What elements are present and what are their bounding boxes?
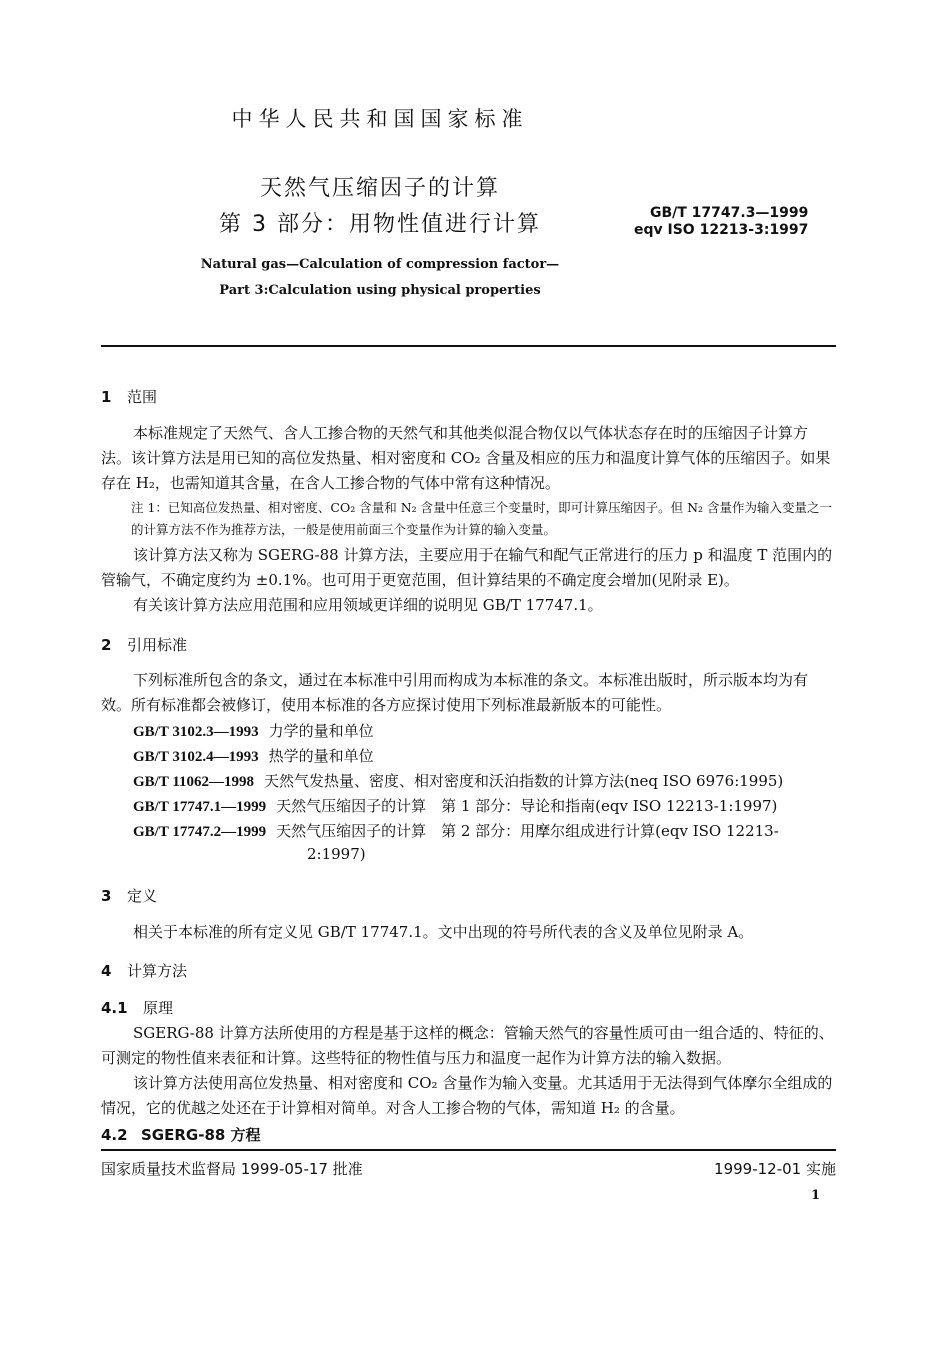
subsection-number: 4.2 <box>101 1126 128 1144</box>
section-3-paragraph: 相关于本标准的所有定义见 GB/T 17747.1。文中出现的符号所代表的含义及单位见附录 A。 <box>133 923 754 941</box>
standard-number: GB/T 17747.3—1999 <box>649 205 809 221</box>
reference-title: 热学的量和单位 <box>268 747 374 765</box>
subsection-4-1-paragraph-1: SGERG-88 计算方法所使用的方程是基于这样的概念：管输天然气的容量性质可由一组合适的、特征的、可测定的物性值来表征和计算。这些特征的物性值与压力和温度一起作为计算方法的输入数据。 <box>101 1024 834 1067</box>
reference-code: GB/T 3102.3—1993 <box>133 724 259 740</box>
section-1-note: 注 1：已知高位发热量、相对密度、CO₂ 含量和 N₂ 含量中任意三个变量时，即可计算压缩因子。但 N₂ 含量作为输入变量之一的计算方法不作为推荐方法，一般是使用前面三个变量作为计算的输入变量。 <box>131 500 833 537</box>
standard-equivalence: eqv ISO 12213-3:1997 <box>634 222 809 238</box>
reference-title: 天然气压缩因子的计算 第 2 部分：用摩尔组成进行计算(eqv ISO 12213- <box>276 822 779 840</box>
section-3-heading <box>101 885 157 906</box>
section-title: 引用标准 <box>127 636 188 654</box>
subsection-4-1-heading <box>101 997 173 1018</box>
document-title-line2: 第 3 部分：用物性值进行计算 <box>219 212 541 237</box>
section-number: 1 <box>101 388 112 406</box>
english-title-line1: Natural gas—Calculation of compression factor— <box>200 257 560 272</box>
subsection-4-2-heading <box>101 1124 261 1145</box>
section-2-heading <box>101 634 187 655</box>
document-title-line1: 天然气压缩因子的计算 <box>259 176 500 201</box>
section-1-paragraph-3: 有关该计算方法应用范围和应用领域更详细的说明见 GB/T 17747.1。 <box>133 596 603 614</box>
english-title-line2: Part 3:Calculation using physical properties <box>219 283 541 298</box>
section-number: 4 <box>101 962 112 980</box>
reference-item <box>133 745 374 766</box>
subsection-title: SGERG-88 方程 <box>141 1126 261 1144</box>
section-1-paragraph-1: 本标准规定了天然气、含人工掺合物的天然气和其他类似混合物仅以气体状态存在时的压缩因子计算方法。该计算方法是用已知的高位发热量、相对密度和 CO₂ 含量及相应的压力和温度计算气体的压缩因子。如果存在 H₂，也需知道其含量，在含人工掺合物的气体中常有这种情况。 <box>101 424 831 492</box>
reference-title: 天然气压缩因子的计算 第 1 部分：导论和指南(eqv ISO 12213-1:1997) <box>276 797 778 815</box>
subsection-4-1-paragraph-2: 该计算方法使用高位发热量、相对密度和 CO₂ 含量作为输入变量。尤其适用于无法得到气体摩尔全组成的情况，它的优越之处还在于计算相对简单。对含人工掺合物的气体，需知道 H₂ 的含量。 <box>101 1074 833 1117</box>
reference-item <box>133 720 374 741</box>
section-title: 定义 <box>127 887 158 905</box>
section-1-paragraph-2: 该计算方法又称为 SGERG-88 计算方法，主要应用于在输气和配气正常进行的压力 p 和温度 T 范围内的管输气，不确定度约为 ±0.1%。也可用于更宽范围，但计算结果的不确定度会增加(见附录 E)。 <box>101 546 833 589</box>
approval-info: 国家质量技术监督局 1999-05-17 批准 <box>101 1160 363 1178</box>
standard-number-block <box>634 205 808 239</box>
subsection-title: 原理 <box>143 999 174 1017</box>
footer-divider <box>101 1149 836 1151</box>
header-divider <box>101 345 836 347</box>
reference-title: 天然气发热量、密度、相对密度和沃泊指数的计算方法(neq ISO 6976:1995) <box>264 772 784 790</box>
section-title: 计算方法 <box>127 962 188 980</box>
national-standard-header: 中华人民共和国国家标准 <box>231 107 529 131</box>
reference-item <box>133 795 777 816</box>
reference-code: GB/T 11062—1998 <box>133 774 254 790</box>
section-number: 3 <box>101 887 112 905</box>
reference-code: GB/T 17747.2—1999 <box>133 824 267 840</box>
reference-code: GB/T 17747.1—1999 <box>133 799 267 815</box>
reference-item <box>133 820 779 841</box>
implementation-date: 1999-12-01 实施 <box>714 1160 836 1178</box>
section-4-heading <box>101 960 187 981</box>
section-number: 2 <box>101 636 112 654</box>
page-number: 1 <box>810 1188 820 1203</box>
reference-title: 力学的量和单位 <box>268 722 374 740</box>
reference-item <box>133 770 783 791</box>
section-1-heading <box>101 386 157 407</box>
subsection-number: 4.1 <box>101 999 128 1017</box>
section-2-intro: 下列标准所包含的条文，通过在本标准中引用而构成为本标准的条文。本标准出版时，所示版本均为有效。所有标准都会被修订，使用本标准的各方应探讨使用下列标准最新版本的可能性。 <box>101 671 809 714</box>
reference-continuation: 2:1997) <box>307 845 366 863</box>
section-title: 范围 <box>127 388 158 406</box>
reference-code: GB/T 3102.4—1993 <box>133 749 259 765</box>
